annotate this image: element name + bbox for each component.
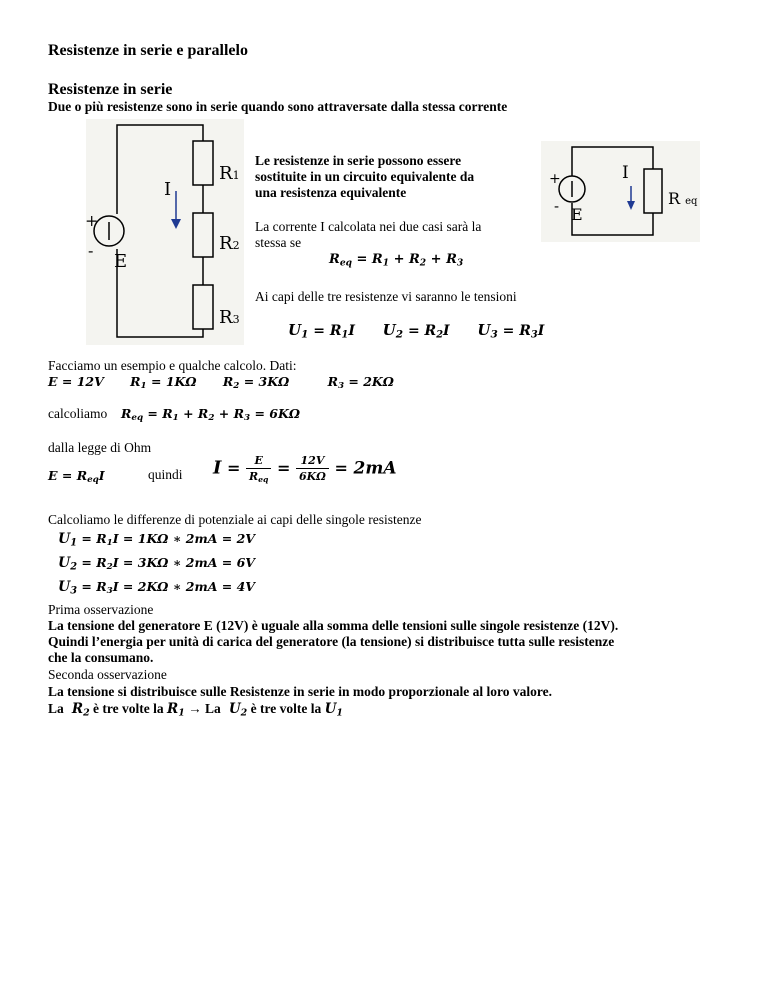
ohm-label: dalla legge di Ohm <box>48 440 152 455</box>
resistor-req <box>644 169 662 213</box>
diff-u2: $U_2 = R_2I = 3K\Omega$ ∗ 2mA = 6V <box>58 555 255 573</box>
second-observation-text: La tensione si distribuisce sulle Resistenze in serie in modo proporzionale al loro valore. <box>48 684 552 699</box>
first-observation-text: La tensione del generatore E (12V) è uguale alla somma delle tensioni sulle singole resistenze (12V). Quindi l’energia per unità di carica del generatore (la tensione) si distribuisce tutta sulle resistenze che la consumano. <box>48 618 619 665</box>
diff-list <box>58 529 255 602</box>
label-r1: R1 <box>219 163 240 184</box>
ohm-law: $E = R_{eq}I$ <box>48 468 105 486</box>
resistor-r3 <box>193 285 213 329</box>
final-observation: La $R_2$ è tre volte la $R_1 \to La$ $U_2$ è tre volte la $U_1$ <box>48 701 343 719</box>
label-plus: + <box>85 211 99 230</box>
label-current-eq: I <box>622 163 629 183</box>
label-req: R eq <box>668 189 698 208</box>
example-data-row: E = 12V $R_1 = 1K\Omega$ $R_2 = 3K\Omega$ $R_3 = 2K\Omega$ <box>48 374 394 392</box>
label-source: E <box>114 251 128 272</box>
current-arrow-eq <box>627 201 635 210</box>
section-definition: Due o più resistenze sono in serie quando sono attraversate dalla stessa corrente <box>48 99 508 114</box>
label-minus: - <box>88 241 94 260</box>
label-minus-eq: - <box>554 197 560 215</box>
label-r2: R2 <box>219 233 240 254</box>
current-calculation: I = $\frac{E}{R_{eq}}$ = $\frac{12V}{6K\Omega}$ = 2mA <box>213 454 397 484</box>
calc-req: $R_{eq} = R_1 + R_2 + R_3 = 6K\Omega$ <box>121 406 300 424</box>
diff-u1: $U_1 = R_1I = 1K\Omega$ ∗ 2mA = 2V <box>58 531 255 549</box>
first-observation-label: Prima osservazione <box>48 602 154 617</box>
explain-paragraph-3: Ai capi delle tre resistenze vi saranno le tensioni <box>255 289 517 304</box>
series-circuit-figure <box>86 119 244 345</box>
label-current: I <box>164 179 172 200</box>
diff-u3: $U_3 = R_3I = 2K\Omega$ ∗ 2mA = 4V <box>58 579 255 597</box>
page-title: Resistenze in serie e parallelo <box>48 42 248 59</box>
calc-label: calcoliamo <box>48 406 108 421</box>
label-r3: R3 <box>219 307 240 328</box>
second-observation-label: Seconda osservazione <box>48 667 167 682</box>
explain-paragraph-1: Le resistenze in serie possono essere sostituite in un circuito equivalente da una resistenza equivalente <box>255 153 475 200</box>
resistor-r2 <box>193 213 213 257</box>
current-arrow <box>171 219 181 229</box>
quindi-label: quindi <box>148 467 183 482</box>
explain-paragraph-2: La corrente I calcolata nei due casi sarà la stessa se <box>255 219 482 250</box>
diff-intro: Calcoliamo le differenze di potenziale ai capi delle singole resistenze <box>48 512 422 527</box>
section-heading: Resistenze in serie <box>48 81 173 98</box>
equation-req: $R_{eq} = R_1 + R_2 + R_3$ <box>329 252 464 269</box>
voltages-row: $U_1 = R_1I$ $U_2 = R_2I$ $U_3 = R_3I$ <box>288 321 545 341</box>
label-plus-eq: + <box>549 171 561 187</box>
equivalent-circuit-figure <box>541 141 700 242</box>
label-source-eq: E <box>571 205 583 224</box>
example-intro: Facciamo un esempio e qualche calcolo. Dati: <box>48 358 297 373</box>
resistor-r1 <box>193 141 213 185</box>
